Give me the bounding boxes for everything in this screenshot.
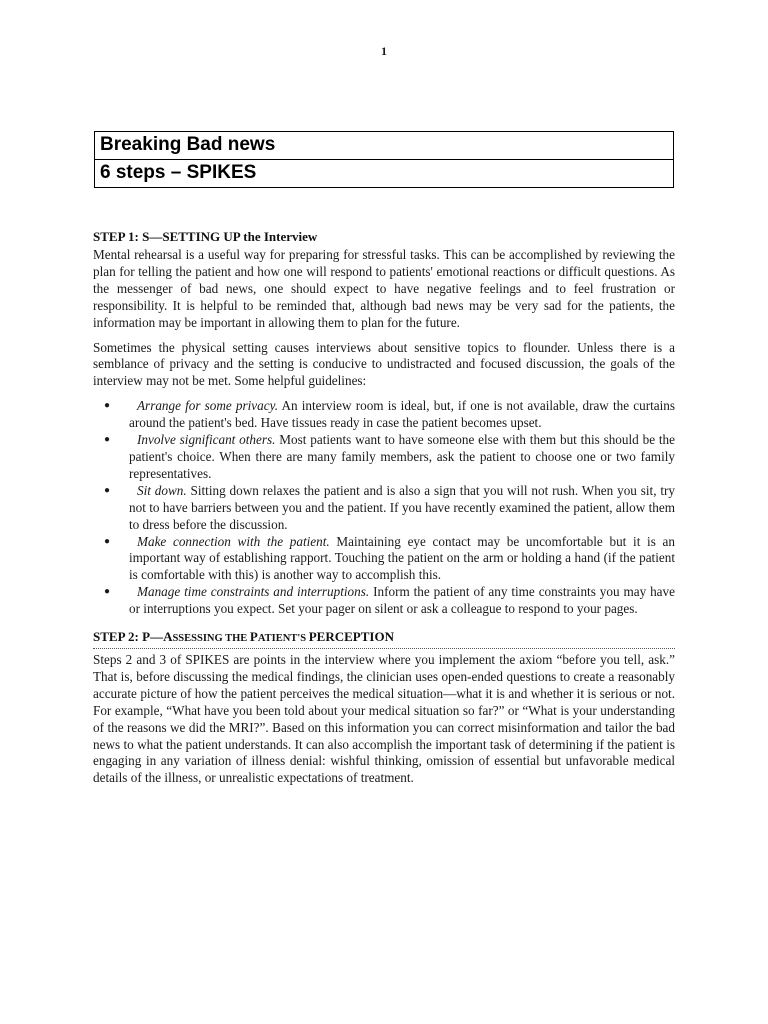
- list-item-lead: Manage time constraints and interruptions.: [137, 584, 370, 600]
- list-item: [93, 584, 675, 618]
- list-item-lead: Sit down.: [137, 482, 187, 498]
- bullet-icon: ●: [104, 434, 111, 446]
- step1-paragraph-1: Mental rehearsal is a useful way for preparing for stressful tasks. This can be accomplished by reviewing the plan for telling the patient and how one will respond to patients' emotional reactions or difficult questions. As the messenger of bad news, one should expect to have negative feelings and to feel frustration or responsibility. It is helpful to be reminded that, although bad news may be very sad for the patients, the information may be important in allowing them to plan for the future.: [93, 247, 675, 330]
- list-item-lead: Involve significant others.: [137, 432, 276, 448]
- list-item: [93, 483, 675, 534]
- list-item-text: Maintaining eye contact may be uncomfortable but it is an important way of establishing rapport. Touching the patient on the arm or holding a hand (if the patient is comfortable with this) is another way to accomplish this.: [129, 533, 675, 583]
- step2-heading: [93, 629, 675, 649]
- step2-heading-part: P: [249, 629, 258, 645]
- guidelines-list: [93, 398, 675, 618]
- list-item: [93, 534, 675, 585]
- step2-heading-part: PERCEPTION: [308, 629, 394, 645]
- step2-paragraph: Steps 2 and 3 of SPIKES are points in the interview where you implement the axiom “before you tell, ask.” That is, before discussing the medical findings, the clinician uses open-ended questions to create a reasonably accurate picture of how the patient perceives the medical situation—what it is and whether it is serious or not. For example, “What have you been told about your medical situation so far?” or “What is your understanding of the reasons we did the MRI?”. Based on this information you can correct misinformation and tailor the bad news to what the patient understands. It can also accomplish the important task of determining if the patient is engaging in any variation of illness denial: wishful thinking, omission of essential but unfavorable medical details of the illness, or unrealistic expectations of treatment.: [93, 652, 675, 786]
- step2-heading-part: STEP 2: P—A: [93, 629, 173, 645]
- list-item-text: Sitting down relaxes the patient and is also a sign that you will not rush. When you sit, try not to have barriers between you and the patient. If you have recently examined the patient, allow them to dress before the discussion.: [129, 482, 675, 532]
- bullet-icon: ●: [104, 400, 111, 412]
- list-item: [93, 432, 675, 483]
- document-body: [93, 229, 675, 795]
- list-item-lead: Make connection with the patient.: [137, 533, 330, 549]
- bullet-icon: ●: [104, 484, 111, 496]
- list-item-text: An interview room is ideal, but, if one is not available, draw the curtains around the patient's bed. Have tissues ready in case the patient becomes upset.: [129, 398, 676, 431]
- step1-paragraph-2: Sometimes the physical setting causes interviews about sensitive topics to flounder. Unless there is a semblance of privacy and the setting is conducive to undistracted and focused discussion, the goals of the interview may not be met. Some helpful guidelines:: [93, 339, 675, 389]
- bullet-icon: ●: [104, 586, 111, 598]
- bullet-icon: ●: [104, 535, 111, 547]
- list-item: [93, 398, 675, 432]
- document-title: Breaking Bad news: [100, 134, 276, 155]
- list-item-text: Most patients want to have someone else with them but this should be the patient's choice. When there are many family members, ask the patient to choose one or two family representatives.: [129, 432, 675, 481]
- step1-heading: STEP 1: S—SETTING UP the Interview: [93, 229, 318, 244]
- title-box: [94, 131, 674, 188]
- step2-heading-part: ATIENT'S: [257, 633, 309, 645]
- page-number: 1: [381, 44, 387, 58]
- list-item-text: Inform the patient of any time constraints you may have or interruptions you expect. Set your pager on silent or ask a colleague to respond to your pages.: [129, 584, 675, 617]
- document-subtitle: 6 steps – SPIKES: [95, 159, 673, 187]
- step2-heading-part: SSESSING THE: [172, 633, 250, 645]
- list-item-lead: Arrange for some privacy.: [137, 398, 279, 414]
